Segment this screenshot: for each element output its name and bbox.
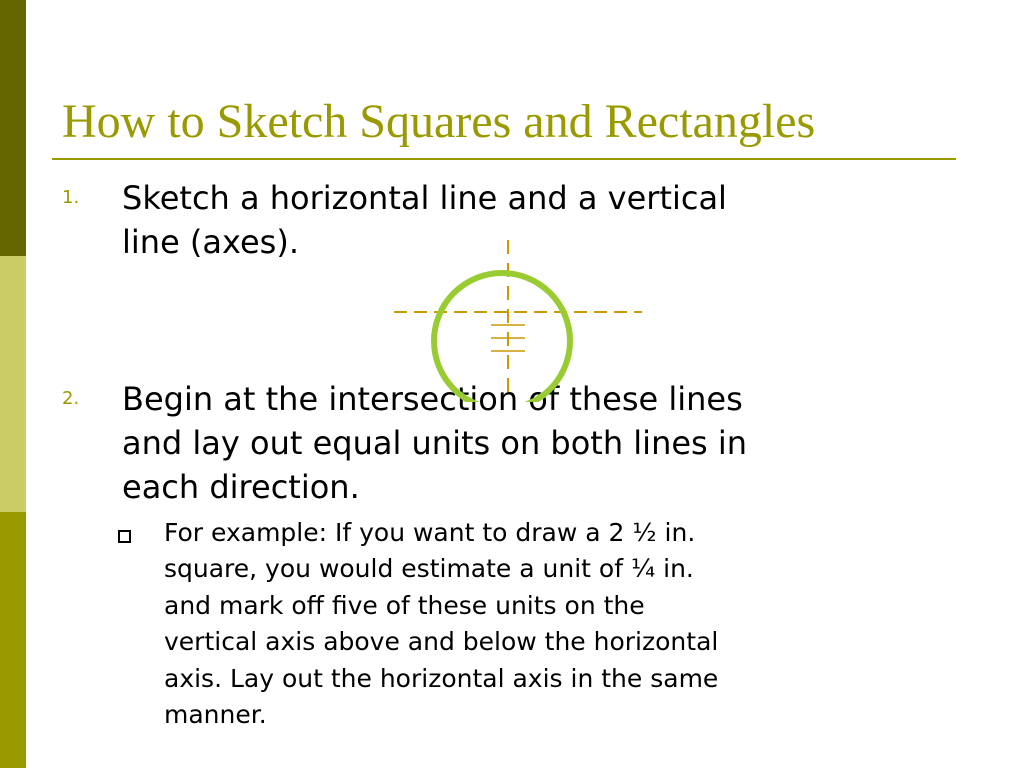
side-bar-olive — [0, 512, 26, 768]
list-number-2: 2. — [62, 388, 80, 409]
slide-title: How to Sketch Squares and Rectangles — [62, 95, 816, 148]
list-item-text-1: Sketch a horizontal line and a vertical line (axes). — [122, 179, 727, 261]
hollow-square-bullet-icon — [118, 530, 131, 543]
axes-sketch-illustration — [380, 232, 660, 402]
list-item-text-2: Begin at the intersection of these lines and lay out equal units on both lines in each direction. — [122, 380, 748, 506]
side-bar-dark — [0, 0, 26, 256]
side-bar-light — [0, 256, 26, 512]
list-number-1: 1. — [62, 187, 80, 208]
sub-item-text: For example: If you want to draw a 2 ½ in. square, you would estimate a unit of ¼ in. and mark off five of these units on the vertical axis above and below the horizontal axis. Lay out the horizontal axis in the same manner. — [164, 518, 719, 730]
title-underline — [52, 158, 956, 160]
